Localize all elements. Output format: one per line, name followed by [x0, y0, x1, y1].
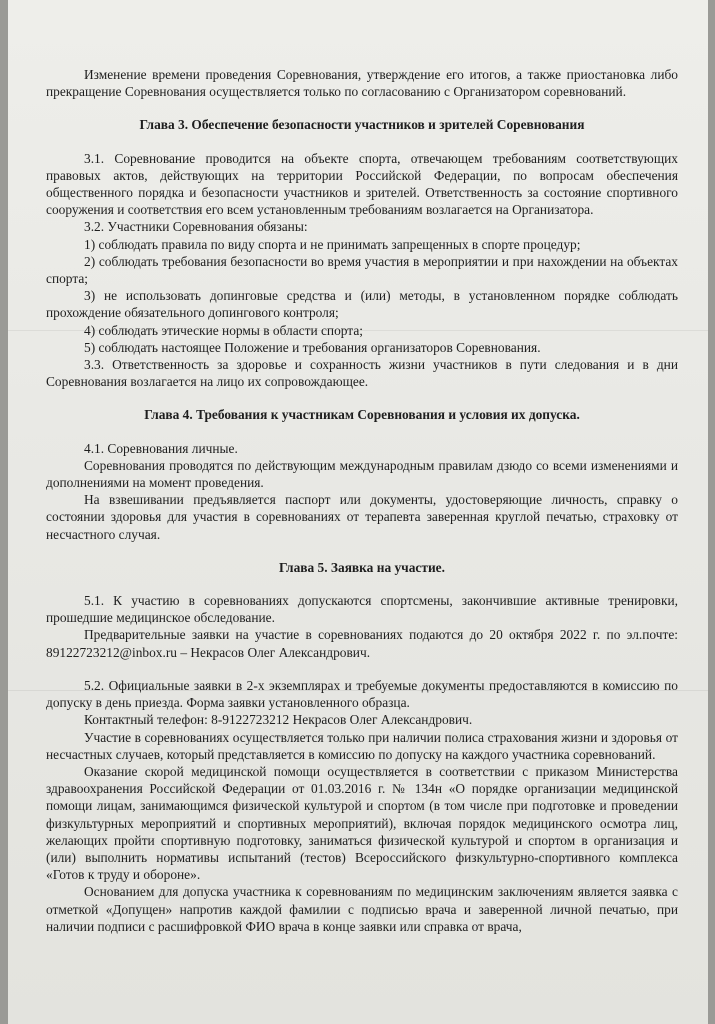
paragraph-4-weighing: На взвешивании предъявляется паспорт или документы, удостоверяющие личность, справку о состоянии здоровья для участия в соревнованиях от терапевта заверенная круглой печатью, страховку от несчастного случая. [46, 492, 678, 542]
paragraph-3-2: 3.2. Участники Соревнования обязаны: [84, 219, 308, 235]
chapter-4-title: Глава 4. Требования к участникам Соревнования и условия их допуска. [144, 407, 580, 423]
paragraph-5-1: 5.1. К участию в соревнованиях допускаются спортсмены, закончившие активные тренировки, прошедшие медицинское обследование. [46, 593, 678, 626]
chapter-5-title: Глава 5. Заявка на участие. [279, 559, 445, 575]
paragraph-5-2: 5.2. Официальные заявки в 2-х экземплярах и требуемые документы предоставляются в комиссию по допуску в день приезда. Форма заявки установленного образца. [46, 677, 678, 711]
spacer [46, 661, 678, 677]
paragraph-admission-basis: Основанием для допуска участника к соревнованиям по медицинским заключениям является заявка с отметкой «Допущен» напротив каждой фамилии с подписью врача и заверенной личной печатью, при наличии подписи с расшифровкой ФИО врача в конце заявки или справка от врача, [46, 884, 678, 934]
chapter-3-title: Глава 3. Обеспечение безопасности участников и зрителей Соревнования [139, 117, 585, 133]
intro-paragraph: Изменение времени проведения Соревнования, утверждение его итогов, а также приостановка либо прекращение Соревнования осуществляется только по согласованию с Организатором соревнований. [46, 67, 678, 100]
list-item: 2) соблюдать требования безопасности во время участия в мероприятии и при нахождении на объектах спорта; [46, 253, 678, 287]
paper-fold [8, 690, 708, 691]
list-item: 3) не использовать допинговые средства и (или) методы, в установленном порядке соблюдать прохождение обязательного допингового контроля; [46, 288, 678, 321]
list-item: 1) соблюдать правила по виду спорта и не принимать запрещенных в спорте процедур; [84, 236, 581, 252]
document-page [8, 0, 708, 1024]
paper-fold [8, 330, 708, 331]
list-item: 5) соблюдать настоящее Положение и требования организаторов Соревнования. [84, 339, 541, 355]
paragraph-3-1: 3.1. Соревнование проводится на объекте спорта, отвечающем требованиям соответствующих правовых актов, действующих на территории Российской Федерации, по вопросам обеспечения общественного порядка и безопасности участников и зрителей. Ответственность за состояние спортивного сооружения и соответствия его всем установленным требованиям возлагается на Организатора. [46, 150, 678, 218]
list-item: 4) соблюдать этические нормы в области спорта; [84, 322, 363, 338]
paragraph-medical-help: Оказание скорой медицинской помощи осуществляется в соответствии с приказом Министерства здравоохранения Российской Федерации от 01.03.2016 г. № 134н «О порядке организации медицинской помощи лицам, занимающимся физической культурой и спортом (в том числе при подготовке и проведении физкультурных мероприятий и спортивных мероприятий), включая порядок медицинского осмотра лиц, желающих пройти спортивную подготовку, заниматься физической культурой и спортом в организация и (или) выполнить нормативы испытаний (тестов) Всероссийского физкультурно-спортивного комплекса «Готов к труду и обороне». [46, 763, 678, 883]
paragraph-4-rules: Соревнования проводятся по действующим международным правилам дзюдо со всеми изменениями и дополнениями на момент проведения. [46, 457, 678, 491]
paragraph-4-1: 4.1. Соревнования личные. [84, 440, 238, 456]
paragraph-insurance: Участие в соревнованиях осуществляется только при наличии полиса страхования жизни и здоровья от несчастных случаев, который представляется в комиссию по допуску на каждого участника соревнований. [46, 729, 678, 762]
paragraph-5-preliminary: Предварительные заявки на участие в соревнованиях подаются до 20 октября 2022 г. по эл.почте: 89122723212@inbox.ru – Некрасов Олег Александрович. [46, 627, 678, 660]
paragraph-3-3: 3.3. Ответственность за здоровье и сохранность жизни участников в пути следования и в дни Соревнования возлагается на лицо их сопровождающее. [46, 357, 678, 390]
contact-phone: Контактный телефон: 8-9122723212 Некрасов Олег Александрович. [84, 712, 473, 728]
